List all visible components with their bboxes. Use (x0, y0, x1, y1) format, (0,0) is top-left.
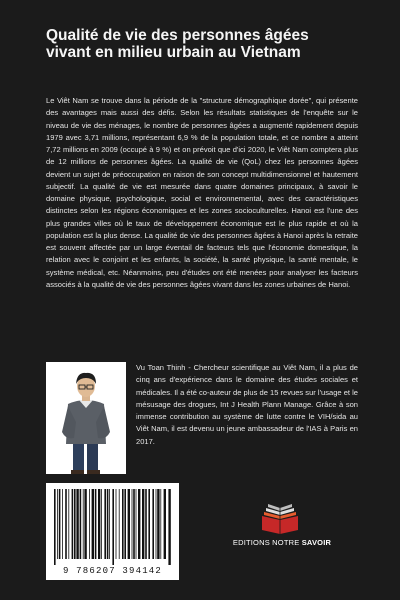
book-summary: Le Viêt Nam se trouve dans la période de la "structure démographique dorée", qui présente des avantages mais aussi des défis. Selon les résultats statistiques de l'enquête sur le niveau de vie des ménages, le nombre de personnes âgées a augmenté rapidement depuis 1979 avec 3,71 millions, représentant 6,9 % de la population totale, et ce nombre a atteint 7,72 millions en 2009 (occupé à 9 %) et on prévoit que d'ici 2020, le Viêt Nam comptera plus de 12 millions de personnes âgées. La qualité de vie (QoL) chez les personnes âgées devient un sujet de préoccupation en raison de son concept multidimensionnel et hautement subjectif. La qualité de vie est mesurée dans quatre domaines principaux, à savoir le domaine physique, psychologique, social et environnemental, avec des caractéristiques distinctes selon les régions économiques et les zones socioculturelles. Hanoi est l'une des plus grandes villes où le taux de développement économique est le plus rapide et où la population est la plus dense. La qualité de vie des personnes âgées à Hanoi après la retraite est souvent affectée par un large éventail de facteurs tels que l'économie domestique, la relation avec le conjoint et les enfants, la société, la santé physique, la santé mentale, le système médical, etc. Néanmoins, peu d'études ont été menées pour analyser les facteurs associés à la qualité de vie des personnes âgées vivant dans les zones urbaines de Hanoi. (46, 96, 358, 289)
isbn-barcode (46, 483, 179, 580)
publisher-name (220, 538, 344, 547)
author-photo (46, 362, 126, 474)
barcode-icon (54, 489, 171, 565)
book-title: Qualité de vie des personnes âgées vivant en milieu urbain au Vietnam (46, 27, 309, 61)
isbn-number: 9 786207 394142 (62, 566, 162, 576)
open-book-logo-icon (258, 500, 302, 534)
publisher-name-prefix: EDITIONS NOTRE (232, 538, 302, 547)
author-portrait-image (46, 362, 126, 474)
publisher-name-strong: SAVOIR (301, 538, 332, 547)
author-bio: Vu Toan Thinh - Chercheur scientifique au Viêt Nam, il a plus de cinq ans d'expérience dans le domaine des études sociales et médicales. Il a été co-auteur de plus de 15 revues sur l'usage et le mésusage des drogues, Int J Health Plann Manage. Grâce à son immense contribution au système de lutte contre le VIH/sida au Viêt Nam, il est devenu un jeune ambassadeur de l'IAS à Paris en 2017. (136, 363, 358, 446)
